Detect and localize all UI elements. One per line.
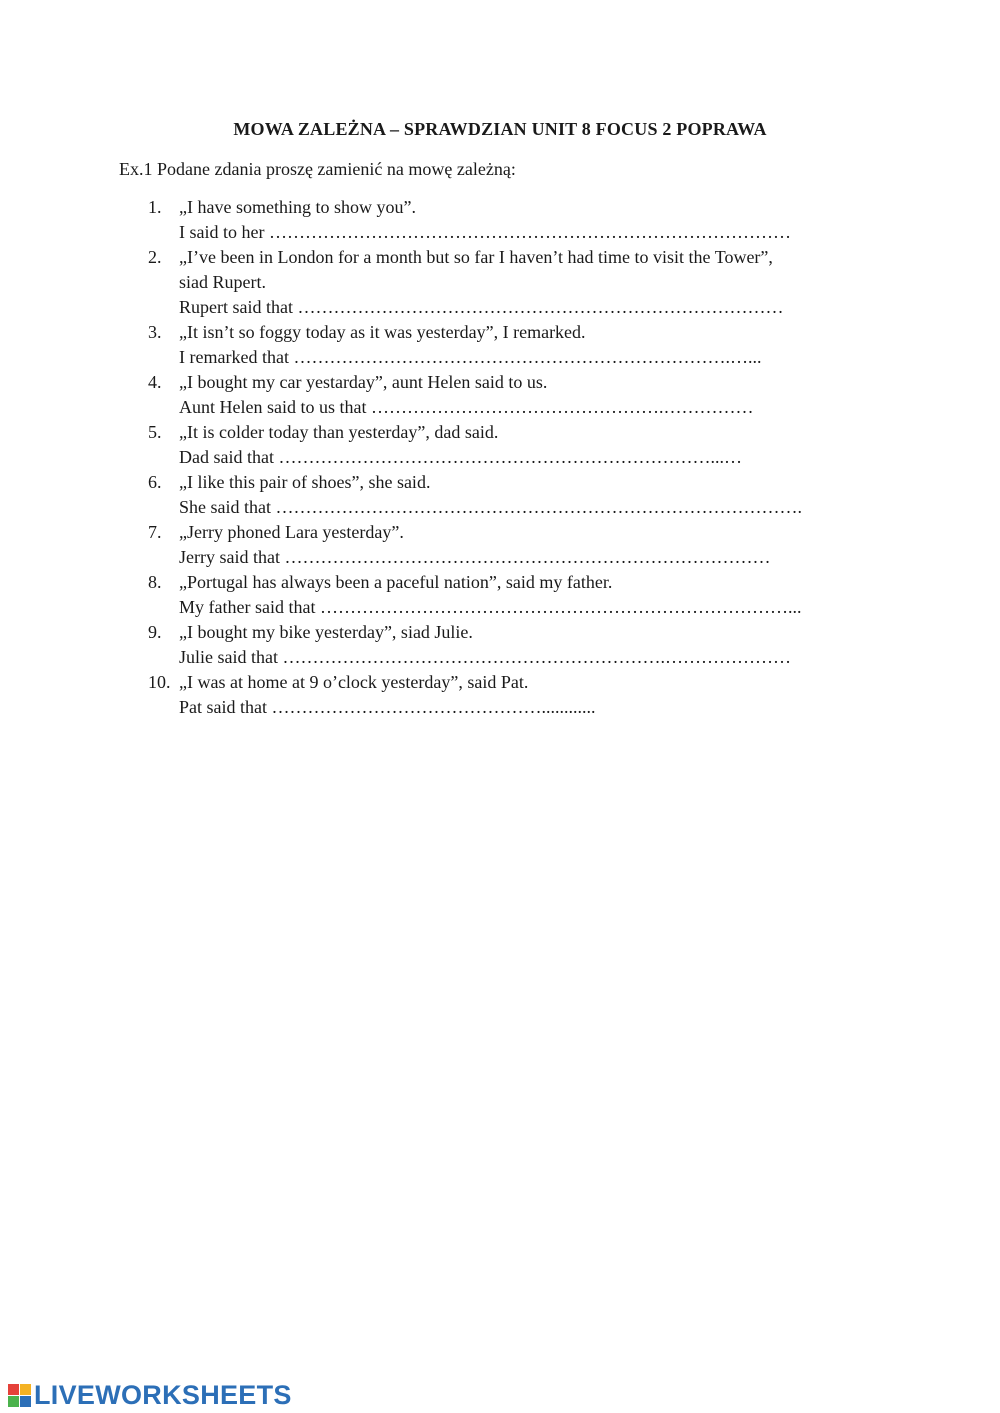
exercise-item (148, 420, 908, 470)
quote-sentence: „I bought my car yestarday”, aunt Helen said to us. (179, 372, 548, 392)
answer-line[interactable]: Jerry said that ……………………………………………………………………… (179, 547, 771, 567)
exercise-list (148, 195, 908, 720)
liveworksheets-logo (8, 1380, 292, 1411)
logo-block (20, 1396, 31, 1407)
answer-line[interactable]: Aunt Helen said to us that ………………………………………….…………… (179, 397, 754, 417)
item-number: 2. (148, 247, 162, 267)
exercise-item (148, 320, 908, 370)
item-number: 10. (148, 672, 171, 692)
item-number: 6. (148, 472, 162, 492)
item-number: 5. (148, 422, 162, 442)
answer-line[interactable]: She said that ……………………………………………………………………………. (179, 497, 802, 517)
quote-sentence: „Jerry phoned Lara yesterday”. (179, 522, 404, 542)
exercise-item (148, 570, 908, 620)
answer-line[interactable]: I remarked that ……………………………………………………………….…... (179, 347, 762, 367)
logo-block (8, 1384, 19, 1395)
exercise-item (148, 620, 908, 670)
exercise-instruction: Ex.1 Podane zdania proszę zamienić na mowę zależną: (119, 159, 516, 179)
item-number: 9. (148, 622, 162, 642)
answer-line[interactable]: Julie said that ……………………………………………………….………………… (179, 647, 791, 667)
quote-sentence: „I was at home at 9 o’clock yesterday”, said Pat. (179, 672, 529, 692)
answer-line[interactable]: My father said that ……………………………………………………………………... (179, 597, 802, 617)
item-number: 3. (148, 322, 162, 342)
answer-line[interactable]: Dad said that ………………………………………………………………...… (179, 447, 742, 467)
exercise-item (148, 245, 908, 320)
logo-blocks-icon (8, 1384, 31, 1407)
exercise-item (148, 670, 908, 720)
exercise-item (148, 520, 908, 570)
answer-line[interactable]: Rupert said that ……………………………………………………………………… (179, 297, 784, 317)
item-number: 1. (148, 197, 162, 217)
quote-sentence: „I bought my bike yesterday”, siad Julie. (179, 622, 473, 642)
quote-sentence: „I’ve been in London for a month but so far I haven’t had time to visit the Tower”, (179, 247, 773, 267)
worksheet-title: MOWA ZALEŻNA – SPRAWDZIAN UNIT 8 FOCUS 2 POPRAWA (233, 119, 767, 139)
exercise-item (148, 195, 908, 245)
quote-sentence-continued: siad Rupert. (179, 272, 266, 292)
answer-line[interactable]: Pat said that ………………………………………............ (179, 697, 596, 717)
exercise-item (148, 470, 908, 520)
item-number: 8. (148, 572, 162, 592)
quote-sentence: „It isn’t so foggy today as it was yesterday”, I remarked. (179, 322, 586, 342)
answer-line[interactable]: I said to her …………………………………………………………………………… (179, 222, 791, 242)
item-number: 7. (148, 522, 162, 542)
item-number: 4. (148, 372, 162, 392)
logo-block (20, 1384, 31, 1395)
quote-sentence: „Portugal has always been a paceful nation”, said my father. (179, 572, 613, 592)
logo-block (8, 1396, 19, 1407)
logo-text: LIVEWORKSHEETS (34, 1380, 292, 1410)
quote-sentence: „I like this pair of shoes”, she said. (179, 472, 431, 492)
quote-sentence: „It is colder today than yesterday”, dad said. (179, 422, 499, 442)
exercise-item (148, 370, 908, 420)
quote-sentence: „I have something to show you”. (179, 197, 416, 217)
